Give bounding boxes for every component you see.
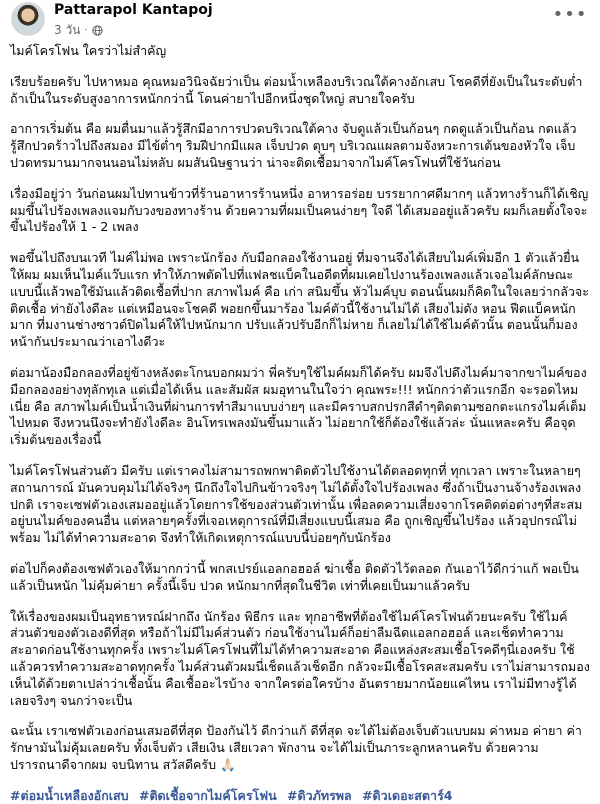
post-paragraph: ให้เรื่องของผมเป็นอุทธาหรณ์ฝากถึง นักร้อง พิธีกร และ ทุกอาชีพที่ต้องใช้ไมค์โครโฟนด้วยนะครับ ใช้ไมค์ส่วนตัวของตัวเองดีที่สุด หรือถ้าไม่มีไมค์ส่วนตัว ก่อนใช้งานไมค์ก็อย่าลืมฉีดแอลกอฮอล์ และเช็ดทำความสะอาดก่อนใช้งานทุกครั้ง เพราะไมค์โครโฟนที่ไม่ได้ทำความสะอาด คือแหล่งสะสมเชื้อโรคดีๆนี่เองครับ ใช้แล้วควรทำความสะอาดทุกครั้ง ไมค์ส่วนตัวผมนี่เช็ดแล้วเช็ดอีก กลัวจะมีเชื้อโรคสะสมครับ เราไม่สามารถมองเห็นได้ด้วยตาเปล่าว่าเชื้อนั้น คือเชื้ออะไรบ้าง จากใครต่อใครบ้าง อันตรายมากน้อยแค่ไหน เราไม่มีทางรู้ได้เลยจริงๆ จนกว่าจะเป็น <box>10 608 590 708</box>
hashtag-link[interactable]: #ติดเชื้อจากไมค์โครโฟน <box>138 787 277 803</box>
post-time[interactable]: 3 วัน <box>54 23 81 37</box>
post-paragraph: พอขึ้นไปถึงบนเวที ไมค์ไม่พอ เพราะนักร้อง กับมือกลองใช้งานอยู่ ที่มจานจึงได้เสียบไมค์เพิ่มอีก 1 ตัวแล้วยื่นให้ผม ผมเห็นไมค์แว๊บแรก ทำให้ภาพตัดไปที่แฟลชแบ็คในอดีตที่ผมเคยไปงานร้องเพลงแล้วเจอไมค์ลักษณะแบบนี้แล้วพอใช้มันแล้วติดเชื้อที่ปาก สภาพไมค์ คือ เก่า สนิมขึ้น หัวไมค์บุบ ตอนนั้นผมก็คิดในใจเลยว่ากลัวจะติดเชื้อ ท่ายังไงดีละ แต่เหมือนจะโชคดี พอยกขึ้นมาร้อง ไมค์ตัวนี้ใช้งานไม่ได้ เสียงไม่ดัง หอน ฟีดแบ็คหนักมาก ที่มงานช่างซาวด์ปิดไมค์ให้ไปหนักมาก ปรับแล้วปรับอีกก็ไม่หาย ก็เลยไม่ได้ใช้ไมค์ตัวนั้น ตอนนั้นก็มองหน้ากันประมาณว่าเอาไงดีวะ <box>10 250 589 350</box>
post-paragraph: ฉะนั้น เราเซฟตัวเองก่อนเสมอดีที่สุด ป้องกันไว้ ดีกว่าแก้ ดีที่สุด จะได้ไม่ต้องเจ็บตัวแบบผม ค่าหมอ ค่ายา ค่ารักษามันไม่คุ้มเลยครับ ทั้งเจ็บตัว เสียเงิน เสียเวลา พักงาน จะได้ไม่เป็นภาระลูกหลานครับ ด้วยความปรารถนาดีจากผม จบนิทาน สวัสดีครับ 🙏🏻 <box>10 723 582 772</box>
hashtag-link[interactable]: #ต่อมน้ำเหลืองอักเสบ <box>10 787 129 803</box>
post-paragraph: ไมค์โครโฟนส่วนตัว มีครับ แต่เราคงไม่สามารถพกพาติดตัวไปใช้งานได้ตลอดทุกที่ ทุกเวลา เพราะในหลายๆสถานการณ์ มันควบคุมไม่ได้จริงๆ นึกถึงใจไปกินข้าวจริงๆ ไม่ได้ตั้งใจไปร้องเพลง ซึ่งถ้าเป็นงานจ้างร้องเพลงปกติ เราจะเซฟตัวเองเสมออยู่แล้วโดยการใช้ของส่วนตัวเท่านั้น เพื่อลดความเสี่ยงจากโรคติดต่อต่างๆที่สะสมอยู่บนไมค์ของคนอื่น แต่หลายๆครั้งที่เจอเหตุการณ์ที่มีเสี่ยงแบบนี้เสมอ คือ ถูกเชิญขึ้นไปร้อง แล้วอุปกรณ์ไม่พร้อม ไม่ได้ทำความสะอาด จึงทำให้เกิดเหตุการณ์แบบนี้บ่อยๆกับนักร้อง <box>10 462 583 546</box>
post-paragraph: เรียบร้อยครับ ไปหาหมอ คุณหมอวินิจฉัยว่าเป็น ต่อมน้ำเหลืองบริเวณใต้คางอักเสบ โชคดีที่ยังเป็นในระดับต่ำ ถ้าเป็นในระดับสูงอาการหนักกว่านี้ โดนค่ายาไปอีกหนึ่งชุดใหญ่ สบายใจครับ <box>10 73 583 106</box>
post-paragraph: อาการเริ่มต้น คือ ผมตื่นมาแล้วรู้สึกมีอาการปวดบริเวณใต้คาง จับดูแล้วเป็นก้อนๆ กดดูแล้วเป็นก้อน กดแล้วรู้สึกปวดร้าวไปถึงสมอง มีไข้ต่ำๆ ริมฝีปากมีแผล เจ็บปวด ตุบๆ บริเวณแผลตามจังหวะการเต้นของหัวใจ เจ็บปวดทรมานมากจนนอนไม่หลับ ผมสันนิษฐานว่า น่าจะติดเชื้อมาจากไมค์โครโฟนที่ใช้วันก่อน <box>10 121 577 170</box>
more-horizontal-icon[interactable]: ••• <box>552 3 588 25</box>
meta-separator: · <box>84 25 88 36</box>
post-paragraph: ต่อไปก็คงต้องเซฟตัวเองให้มากกว่านี้ พกสเปรย์แอลกอฮอล์ ฆ่าเชื้อ ติดตัวไว้ตลอด กันเอาไว้ดีกว่าแก้ พอเป็นแล้วเป็นหนัก ไม่คุ้มค่ายา ครั้งนี้เจ็บ ปวด หนักมากที่สุดในชีวิต เท่าที่เคยเป็นมาแล้วครับ <box>10 560 579 593</box>
post-body <box>10 43 590 804</box>
hashtag-link[interactable]: #ดิวเดอะสตาร์4 <box>362 787 453 803</box>
post-title: ไมค์โครโฟน ใครว่าไม่สำคัญ <box>10 43 167 58</box>
post-paragraph: ต่อมาน้องมือกลองที่อยู่ข้างหลังตะโกนบอกผมว่า พี่ครับๆใช้ไมค์ผมก็ได้ครับ ผมจึงไปดึงไมค์มาจากขาไมค์ของมือกลองอย่างทุลักทุเล แต่เมื่อได้เห็น และสัมผัส ผมอุทานในใจว่า คุณพระ!!! หนักกว่าตัวแรกอีก จะรอดไหมเนี่ย คือ สภาพไมค์เป็นน้ำเงินที่ผ่านการทำสีมาแบบง่ายๆ และมีคราบสกปรกสีดำๆติดตามซอกตะแกรงไมค์เต็มไปหมด จึงหวนนึงจะทำยังไงดีละ อินโทรเพลงมันขึ้นมาแล้ว ไม่อยากใช้ก็ต้องใช้แล้วล่ะ นั่นแหละครับ คือจุดเริ่มต้นของเรื่องนี้ <box>10 364 587 448</box>
author-name[interactable]: Pattarapol Kantapoj <box>54 2 213 18</box>
hashtag-link[interactable]: #ดิวภัทรพล <box>287 787 352 803</box>
globe-icon[interactable] <box>92 25 103 36</box>
hashtag-list <box>10 788 590 804</box>
post-header <box>10 0 588 42</box>
author-avatar[interactable] <box>11 2 45 36</box>
post-paragraph: เรื่องมีอยู่ว่า วันก่อนผมไปทานข้าวที่ร้านอาหารร้านหนึ่ง อาหารอร่อย บรรยากาศดีมากๆ แล้วทางร้านก็ได้เชิญผมขึ้นไปร้องเพลงแจมกับวงของทางร้าน ด้วยความที่ผมเป็นคนง่ายๆ ใจดี ได้เสมออยู่แล้วครับ ผมก็เลยตั้งใจจะขึ้นไปร้องให้ 1 - 2 เพลง <box>10 185 589 235</box>
post-meta <box>54 21 103 40</box>
